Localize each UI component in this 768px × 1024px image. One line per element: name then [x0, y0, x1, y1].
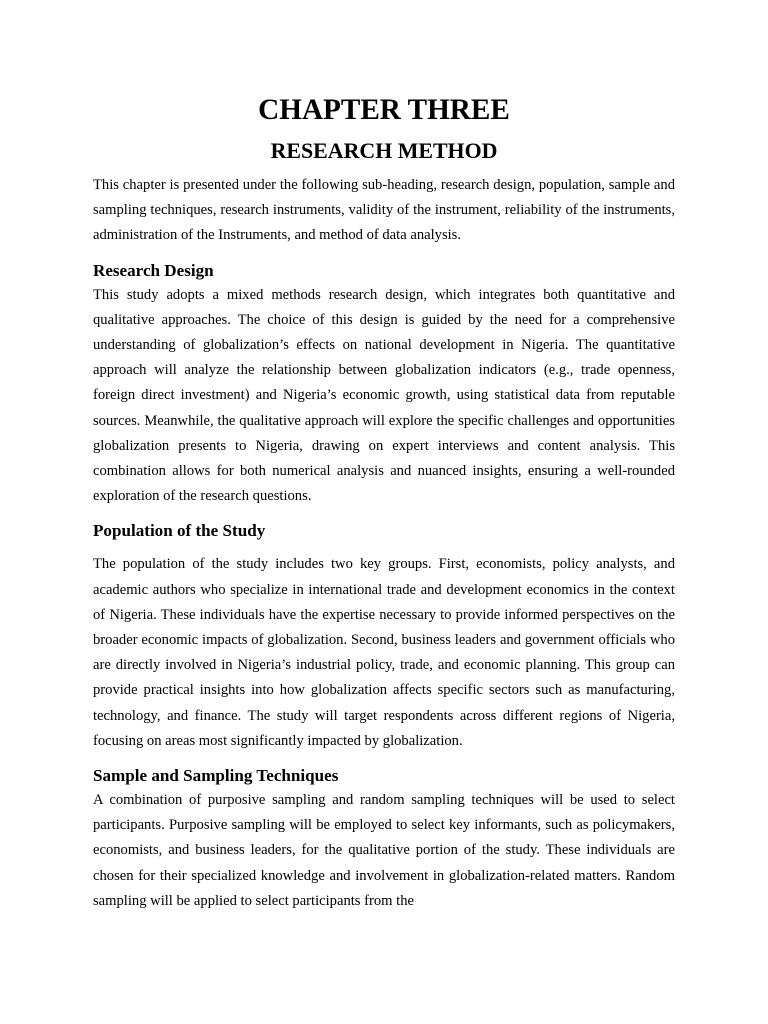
section-population: [93, 518, 675, 754]
chapter-title: CHAPTER THREE: [258, 94, 510, 126]
section-body: The population of the study includes two key groups. First, economists, policy analysts, and academic authors who specialize in international trade and development economics in the context of Nigeria. These individuals have the expertise necessary to provide informed perspectives on the broader economic impacts of globalization. Second, business leaders and government officials who are directly involved in Nigeria’s industrial policy, trade, and economic planning. This group can provide practical insights into how globalization affects specific sectors such as manufacturing, technology, and finance. The study will target respondents across different regions of Nigeria, focusing on areas most significantly impacted by globalization.: [93, 556, 675, 749]
section-heading: Sample and Sampling Techniques: [93, 766, 339, 786]
page-content: [93, 94, 675, 914]
section-research-design: [93, 258, 675, 510]
section-sampling: [93, 763, 675, 914]
intro-paragraph: This chapter is presented under the following sub-heading, research design, population, sample and sampling techniques, research instruments, validity of the instrument, reliability of the instruments, administration of the Instruments, and method of data analysis.: [93, 177, 675, 244]
section-body: This study adopts a mixed methods research design, which integrates both quantitative and qualitative approaches. The choice of this design is guided by the need for a comprehensive understanding of globalization’s effects on national development in Nigeria. The quantitative approach will analyze the relationship between globalization indicators (e.g., trade openness, foreign direct investment) and Nigeria’s economic growth, using statistical data from reputable sources. Meanwhile, the qualitative approach will explore the specific challenges and opportunities globalization presents to Nigeria, drawing on expert interviews and content analysis. This combination allows for both numerical analysis and nuanced insights, ensuring a well-rounded exploration of the research questions.: [93, 286, 675, 505]
section-heading: Population of the Study: [93, 521, 266, 541]
section-heading: Research Design: [93, 260, 214, 280]
section-body: A combination of purposive sampling and random sampling techniques will be used to select participants. Purposive sampling will be employed to select key informants, such as policymakers, economists, and business leaders, for the qualitative portion of the study. These individuals are chosen for their specialized knowledge and involvement in globalization-related matters. Random sampling will be applied to select participants from the: [93, 792, 675, 909]
chapter-subtitle: RESEARCH METHOD: [270, 138, 498, 163]
